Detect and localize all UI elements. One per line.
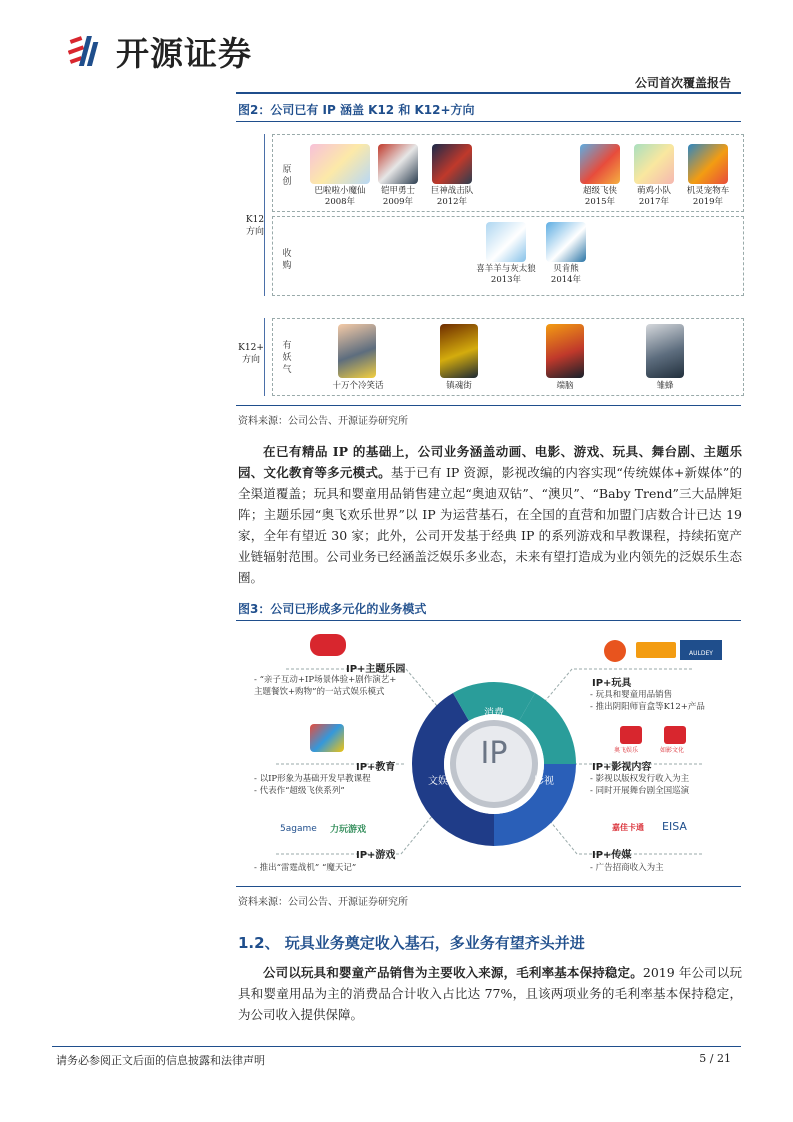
media-title: IP+传媒 [592,850,632,861]
film-title: IP+影视内容 [592,762,652,773]
ip-cover-balala [310,144,370,184]
film-line-1: - 影视以版权发行收入为主 [590,774,690,784]
ip-cover-bee [646,324,684,378]
logo-auldey: AULDEY [680,640,722,660]
park-line-2: 主题餐饮+购物”的一站式娱乐模式 [254,687,385,697]
ring-label-consumer: 消费 [484,708,504,719]
toy-title: IP+玩具 [592,678,632,689]
brand-logo-icon [68,32,108,70]
toy-line-1: - 玩具和婴童用品销售 [590,690,673,700]
page-number: 5 / 21 [699,1052,731,1065]
toy-logo-1-icon [604,640,626,662]
logo-liwan: 力玩游戏 [330,825,367,835]
figure2-bottom-rule [236,405,741,406]
game-line-1: - 推出“雷霆战机” “魔天记” [254,863,357,873]
logo-ruying: 如影文化 [660,747,685,754]
ip-caption: 十万个冷笑话 [332,381,384,391]
film-logo-2-icon [664,726,686,744]
ip-cover-brain [546,324,584,378]
edu-line-2: - 代表作“超级飞侠系列” [254,786,345,796]
ip-cover-giant-squad [432,144,472,184]
ip-caption: 贝肯熊 2014年 [550,264,582,285]
brand-name: 开源证券 [116,34,252,73]
ip-caption: 铠甲勇士 2009年 [380,186,415,207]
figure3-title: 图3：公司已形成多元化的业务模式 [238,602,427,616]
ip-caption: 镇魂街 [446,381,472,391]
row-acquired-label: 收购 [282,249,292,271]
park-title: IP+主题乐园 [346,664,406,675]
park-logo-icon [310,634,346,656]
paragraph-toy-revenue: 公司以玩具和婴童产品销售为主要收入来源，毛利率基本保持稳定。2019 年公司以玩具和婴童用品为主的消费品合计收入占比达 77%，且该两项业务的毛利率基本保持稳定，为公司收入提供保障。 [238,965,742,1022]
film-logo-1-icon [620,726,642,744]
media-line-1: - 广告招商收入为主 [590,863,664,873]
header-rule [236,92,741,94]
toy-line-2: - 推出阴阳师盲盒等K12+产品 [590,702,705,712]
ip-cover-armor-hero [378,144,418,184]
k12plus-bracket [264,318,265,396]
abc-logo-icon [310,724,344,752]
ip-cover-pleasant-goat [486,222,526,262]
film-line-2: - 同时开展舞台剧全国巡演 [590,786,690,796]
row-original-label: 原创 [282,165,292,187]
ip-cover-pet-car [688,144,728,184]
ip-cover-cold-jokes [338,324,376,378]
figure2-title: 图2：公司已有 IP 涵盖 K12 和 K12+方向 [238,103,475,117]
figure2-top-rule [236,121,741,122]
ip-caption: 巴啦啦小魔仙 2008年 [314,186,366,207]
ring-label-film: 影视 [534,776,554,787]
figure3-source: 资料来源：公司公告、开源证券研究所 [238,897,408,908]
ip-cover-chick-squad [634,144,674,184]
edu-title: IP+教育 [356,762,396,773]
ip-caption: 超级飞侠 2015年 [582,186,617,207]
ip-caption: 机灵宠物车 2019年 [686,186,730,207]
logo-jiajia: 嘉佳卡通 [612,823,644,832]
ring-label-entertainment: 文娱 [428,776,448,787]
center-ip-label: IP [480,736,508,771]
ip-cover-soul-street [440,324,478,378]
row-popular-label: 有妖气 [282,341,292,375]
footer-rule [52,1046,741,1047]
figure3-top-rule [236,620,741,621]
report-type: 公司首次覆盖报告 [634,76,731,90]
paragraph-business-modes: 在已有精品 IP 的基础上，公司业务涵盖动画、电影、游戏、玩具、舞台剧、主题乐园、文化教育等多元模式。基于已有 IP 资源，影视改编的内容实现“传统媒体+新媒体”的全渠道覆盖；玩具和婴童用品销售建立起“奥迪双钻”、“澳贝”、“Baby Trend”三大品牌矩阵；主题乐园“奥飞欢乐世界”以 IP 为运营基石，在全国的直营和加盟门店数合计已达 19 家，全年有望近 30 家；此外，公司开发基于经典 IP 的系列游戏和早教课程，持续拓宽产业链辐射范围。公司业务已经涵盖泛娱乐多业态，未来有望打造成为业内领先的泛娱乐生态圈。 [238,444,742,585]
figure2-source: 资料来源：公司公告、开源证券研究所 [238,416,408,427]
game-title: IP+游戏 [356,850,396,861]
ip-cover-becon-bear [546,222,586,262]
logo-5agame: 5agame [280,824,317,834]
edu-line-1: - 以IP形象为基础开发早教课程 [254,774,371,784]
ip-cover-super-wings [580,144,620,184]
logo-alpha: 奥飞娱乐 [614,747,639,754]
k12-label: K12 方向 [245,215,265,237]
park-line-1: - “亲子互动+IP场景体验+剧作演艺+ [254,675,397,685]
ip-caption: 巨神战击队 2012年 [430,186,474,207]
k12plus-label: K12+ 方向 [238,343,264,365]
ip-caption: 雏蜂 [656,381,674,391]
section-title: 1.2、 玩具业务奠定收入基石，多业务有望齐头并进 [238,934,585,952]
ip-caption: 萌鸡小队 2017年 [636,186,671,207]
footer-disclaimer: 请务必参阅正文后面的信息披露和法律声明 [56,1054,265,1067]
ip-caption: 喜羊羊与灰太狼 2013年 [476,264,536,285]
figure3-bottom-rule [236,886,741,887]
k12-bracket [264,134,265,296]
logo-eisa: EISA [662,820,687,833]
ip-caption: 端脑 [556,381,574,391]
toy-logo-2-icon [636,642,676,658]
